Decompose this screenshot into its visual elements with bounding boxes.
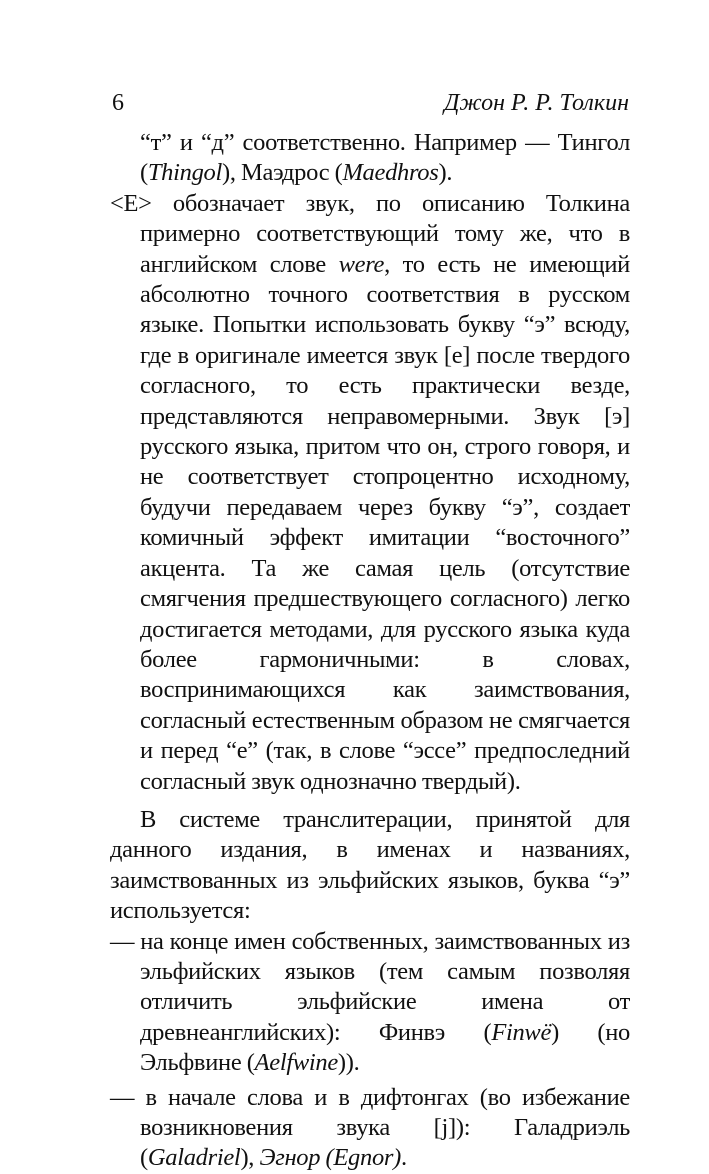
italic-span: were xyxy=(338,250,385,278)
page-number: 6 xyxy=(112,90,124,116)
body-text xyxy=(110,128,630,1174)
text-span: <E> обозначает звук, по описанию Толкина примерно соответствующий тому же, что в английском слове xyxy=(110,189,630,278)
text-span: )). xyxy=(337,1049,360,1077)
running-head: Джон Р. Р. Толкин xyxy=(444,90,629,116)
text-span: ), Маэдрос ( xyxy=(222,159,343,187)
paragraph-transliteration: В системе транслитерации, принятой для данного издания, в именах и названиях, заимствованных из эльфийских языков, буква “э” используется: xyxy=(110,805,630,925)
italic-span: Finwë xyxy=(491,1018,552,1046)
text-span: ), xyxy=(240,1144,260,1172)
italic-span: Maedhros xyxy=(342,159,439,187)
text-span: ) (но Эльфвине ( xyxy=(140,1018,630,1077)
text-span: ). xyxy=(438,159,453,187)
italic-span: Galadriel xyxy=(147,1144,241,1172)
text-span: — в начале слова и в дифтонгах (во избежание возникновения звука [j]): Галадриэль ( xyxy=(110,1083,630,1172)
text-span: “т” и “д” соответственно. Например — Тингол ( xyxy=(140,129,630,187)
italic-span: Thingol xyxy=(147,159,222,187)
paragraph-e-note xyxy=(110,189,630,797)
italic-span: Aelfwine xyxy=(254,1049,338,1077)
paragraph-continuation xyxy=(110,128,630,189)
text-span: — на конце имен собственных, заимствованных из эльфийских языков (тем самым позволяя отличить эльфийские имена от древнеанглийских): Финвэ ( xyxy=(110,927,630,1046)
text-span: , то есть не имеющий абсолютно точного соответствия в русском языке. Попытки использовать букву “э” всюду, где в оригинале имеется звук [е] после твердого согласного, то есть практически везде, представляются неправомерными. Звук [э] русского языка, притом что он, строго говоря, и не соответствует стопроцентно исходному, будучи передаваем через букву “э”, создает комичный эффект имитации “восточного” акцента. Та же самая цель (отсутствие смягчения предшествующего согласного) легко достигается методами, для русского языка куда более гармоничными: в словах, воспринимающихся как заимствования, согласный естественным образом не смягчается и перед “е” (так, в слове “эссе” предпоследний согласный звук однозначно твердый). xyxy=(140,250,630,795)
italic-span: Эгнор (Egnor) xyxy=(259,1144,402,1172)
text-span: . xyxy=(401,1144,407,1172)
list-item xyxy=(110,927,630,1079)
list-item xyxy=(110,1083,630,1174)
